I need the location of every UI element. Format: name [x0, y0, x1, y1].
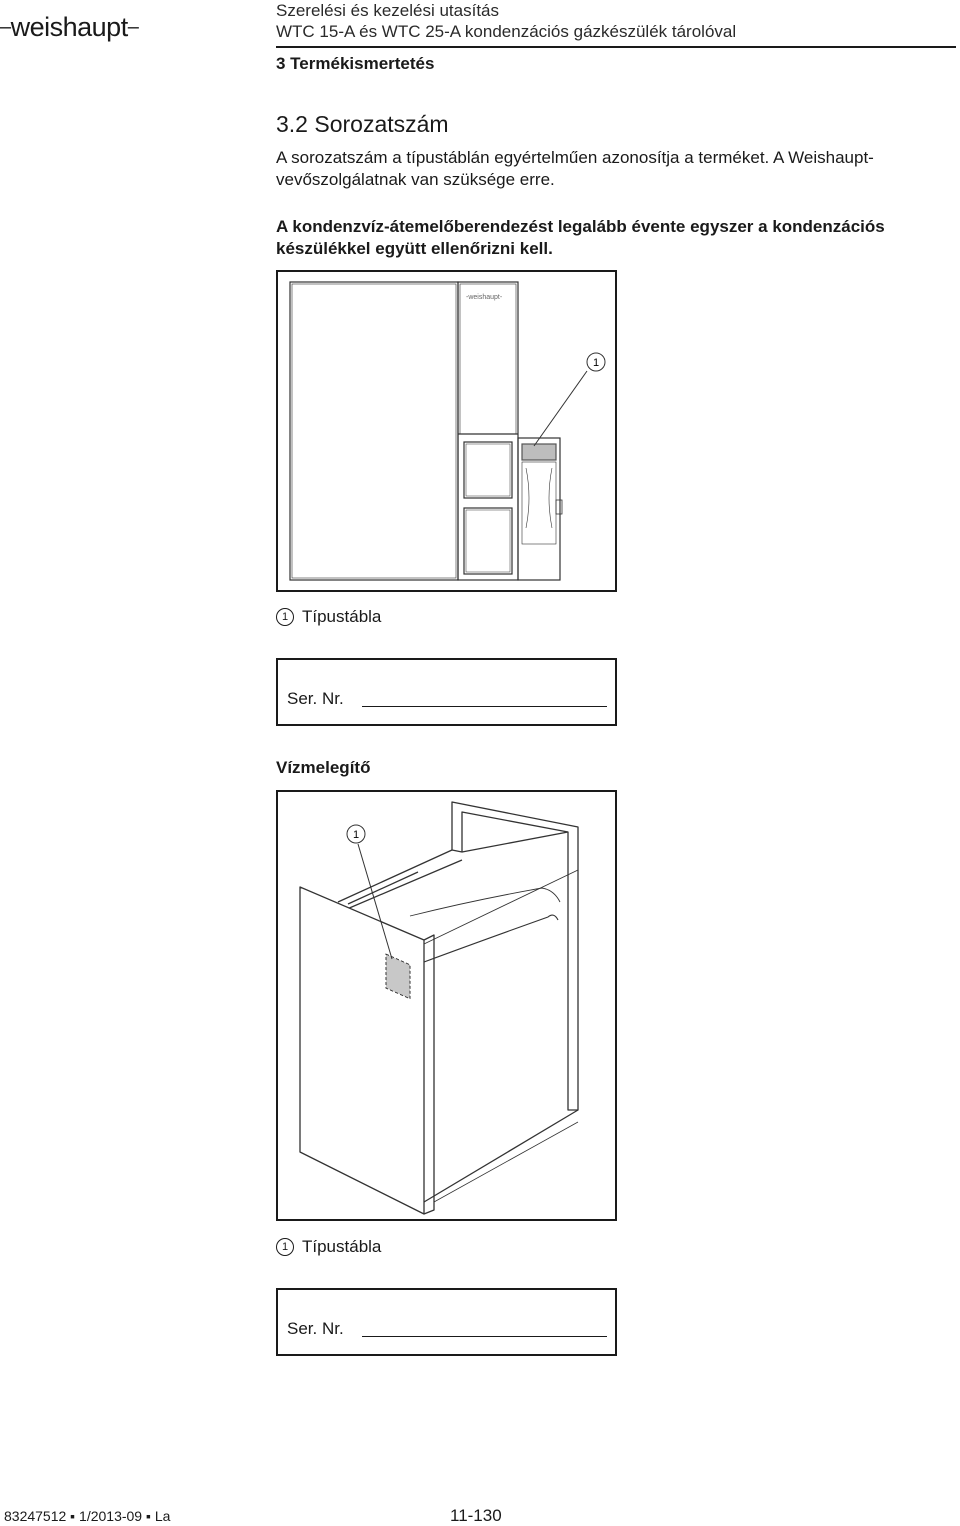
type-plate-marker — [522, 444, 556, 460]
intro-paragraph: A sorozatszám a típustáblán egyértelműen azonosítja a terméket. A Weishaupt-vevőszolgálatnak van szüksége erre. — [276, 148, 874, 189]
doc-subtitle: WTC 15-A és WTC 25-A kondenzációs gázkészülék tárolóval — [276, 22, 737, 41]
figure2-legend — [276, 1237, 381, 1257]
callout-number: 1 — [352, 829, 360, 841]
serial-number-box — [276, 658, 617, 726]
serial-entry-line — [362, 706, 607, 707]
water-heater-illustration — [276, 790, 617, 1221]
page-number: 11-130 — [450, 1506, 502, 1525]
boiler-upper-panel — [464, 442, 512, 498]
boiler-drawing — [278, 272, 615, 590]
header-divider — [276, 46, 956, 48]
doc-title: Szerelési és kezelési utasítás — [276, 1, 499, 20]
serial-label: Ser. Nr. — [287, 689, 344, 708]
boiler-illustration — [276, 270, 617, 592]
legend-number: 1 — [276, 608, 294, 626]
storage-tank-body — [290, 282, 458, 580]
chapter-title: 3 Termékismertetés — [276, 54, 435, 73]
serial-label: Ser. Nr. — [287, 1319, 344, 1338]
section-title: 3.2 Sorozatszám — [276, 111, 449, 137]
side-panel — [300, 887, 424, 1214]
figure1-legend — [276, 607, 381, 627]
warning-paragraph: A kondenzvíz-átemelőberendezést legalább évente egyszer a kondenzációs készülékkel együtt ellenőrizni kell. — [276, 217, 885, 258]
callout-leader — [534, 371, 587, 446]
document-number: 83247512 ▪ 1/2013-09 ▪ La — [4, 1508, 171, 1524]
boiler-body — [458, 282, 518, 580]
serial-entry-line — [362, 1336, 607, 1337]
boiler-lower-panel — [464, 508, 512, 574]
back-panel — [452, 802, 578, 1110]
brand-logo: –weishaupt– — [0, 12, 139, 42]
water-heater-heading: Vízmelegítő — [276, 758, 371, 777]
water-heater-drawing — [278, 792, 615, 1219]
legend-text: Típustábla — [302, 607, 382, 626]
callout-number: 1 — [592, 357, 600, 369]
legend-number: 1 — [276, 1238, 294, 1256]
legend-text: Típustábla — [302, 1237, 382, 1256]
serial-number-box — [276, 1288, 617, 1356]
device-logo: -weishaupt- — [466, 294, 503, 301]
